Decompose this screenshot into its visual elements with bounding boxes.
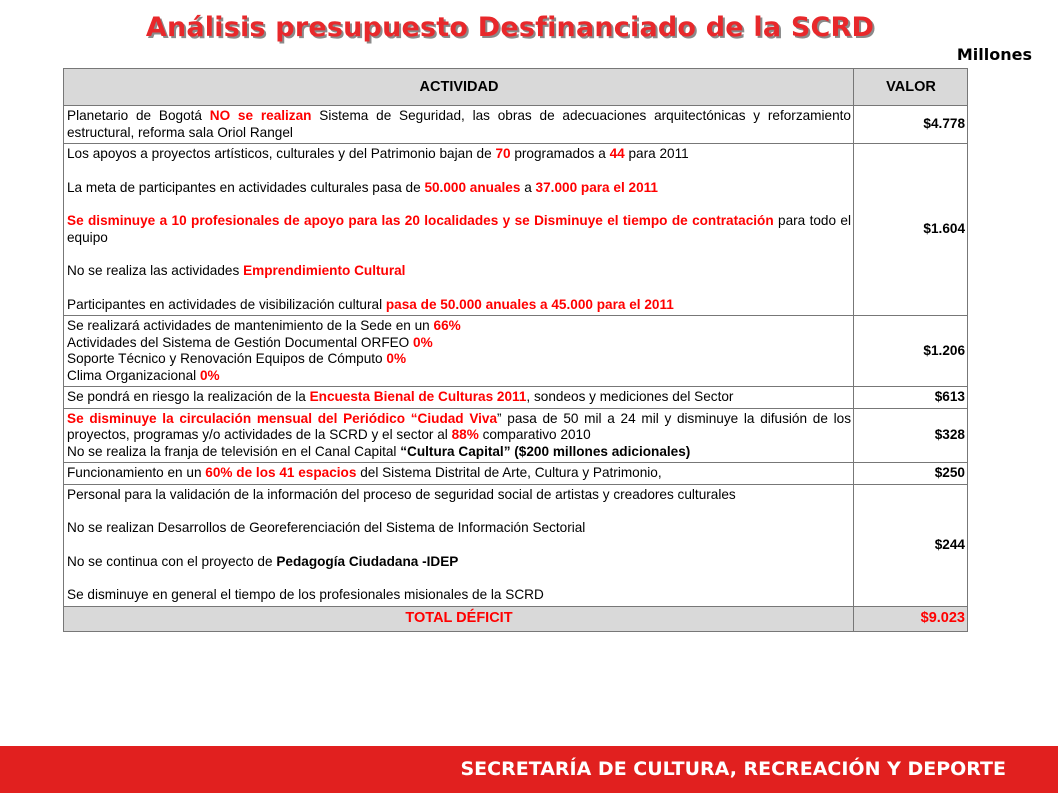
- value-cell: $1.604: [854, 144, 968, 316]
- activity-text: Actividades del Sistema de Gestión Documental ORFEO: [67, 334, 414, 350]
- table-row: [64, 387, 968, 409]
- activity-text: para todo el equipo: [67, 213, 851, 245]
- activity-text: a: [520, 179, 536, 195]
- highlight-text: Emprendimiento Cultural: [243, 263, 406, 278]
- footer-text: SECRETARÍA DE CULTURA, RECREACIÓN Y DEPORTE: [460, 758, 1006, 780]
- activity-line: [67, 180, 851, 197]
- activity-line: [67, 297, 851, 314]
- activity-text: Se pondrá en riesgo la realización de la: [67, 389, 310, 404]
- highlight-text: 88%: [451, 427, 479, 442]
- activity-line: [67, 318, 851, 335]
- table-row: [64, 144, 968, 316]
- table-row: [64, 463, 968, 485]
- units-label: Millones: [956, 45, 1032, 64]
- total-row: [64, 606, 968, 631]
- budget-table: [63, 68, 968, 632]
- activity-line: [67, 444, 851, 461]
- highlight-text: pasa de 50.000 anuales a 45.000 para el 2011: [385, 296, 674, 312]
- activity-text: Se disminuye en general el tiempo de los profesionales misionales de la SCRD: [67, 587, 544, 602]
- footer-bar: [0, 746, 1058, 793]
- activity-cell: [64, 408, 854, 463]
- page-title: Análisis presupuesto Desfinanciado de la SCRD: [145, 12, 875, 43]
- activity-line: [67, 146, 851, 163]
- value-cell: $250: [854, 463, 968, 485]
- highlight-text: 44: [609, 146, 625, 161]
- value-cell: $4.778: [854, 106, 968, 144]
- activity-line: [67, 411, 851, 444]
- activity-text: comparativo 2010: [478, 427, 591, 442]
- activity-line: [67, 389, 851, 406]
- activity-text: Se realizará actividades de mantenimiento de la Sede en un: [67, 318, 434, 333]
- activity-text: del Sistema Distrital de Arte, Cultura y Patrimonio,: [356, 465, 662, 480]
- activity-text: La meta de participantes en actividades culturales pasa de: [67, 179, 425, 195]
- highlight-text: 60% de los 41 espacios: [205, 465, 357, 480]
- table-body: [64, 106, 968, 607]
- value-cell: $1.206: [854, 316, 968, 387]
- activity-text: Pedagogía Ciudadana -IDEP: [276, 553, 459, 569]
- activity-cell: [64, 106, 854, 144]
- line-spacer: [67, 246, 851, 263]
- activity-line: [67, 108, 851, 141]
- activity-text: No se realiza las actividades: [67, 263, 244, 278]
- activity-cell: [64, 316, 854, 387]
- line-spacer: [67, 570, 851, 587]
- highlight-text: 50.000 anuales: [424, 179, 521, 195]
- activity-line: [67, 263, 851, 280]
- activity-text: Sistema de Seguridad, las obras de adecuaciones arquitectónicas y reforzamiento estructural, reforma sala Oriol Rangel: [67, 108, 851, 140]
- activity-text: , sondeos y mediciones del Sector: [526, 389, 734, 404]
- line-spacer: [67, 503, 851, 520]
- highlight-text: 66%: [433, 318, 461, 333]
- highlight-text: Se disminuye a 10 profesionales de apoyo para las 20 localidades y se Disminuye el tiempo de contratación: [67, 213, 774, 228]
- activity-line: [67, 465, 851, 482]
- activity-line: [67, 351, 851, 368]
- activity-text: Soporte Técnico y Renovación Equipos de Cómputo: [67, 351, 387, 366]
- activity-line: [67, 487, 851, 504]
- activity-text: programados a: [510, 146, 610, 161]
- highlight-text: 70: [495, 146, 511, 161]
- activity-text: para 2011: [624, 146, 689, 161]
- activity-line: [67, 335, 851, 352]
- activity-text: ” pasa de 50 mil a 24 mil y disminuye la difusión de los proyectos, programas y/o actividades de la SCRD y el sector al: [67, 410, 851, 442]
- activity-line: [67, 554, 851, 571]
- activity-text: Clima Organizacional: [67, 367, 200, 383]
- activity-cell: [64, 484, 854, 606]
- activity-text: “Cultura Capital” ($200 millones adicionales): [400, 443, 691, 459]
- line-spacer: [67, 280, 851, 297]
- table-row: [64, 484, 968, 606]
- header-activity: ACTIVIDAD: [64, 69, 854, 106]
- activity-line: [67, 368, 851, 385]
- activity-cell: [64, 463, 854, 485]
- header-value: VALOR: [854, 69, 968, 106]
- highlight-text: 0%: [199, 367, 220, 383]
- activity-text: No se continua con el proyecto de: [67, 553, 277, 569]
- highlight-text: 37.000 para el 2011: [535, 179, 658, 195]
- activity-text: Participantes en actividades de visibilización cultural: [67, 296, 386, 312]
- activity-text: Los apoyos a proyectos artísticos, culturales y del Patrimonio bajan de: [67, 146, 496, 161]
- table-row: [64, 316, 968, 387]
- activity-text: Planetario de Bogotá: [67, 108, 210, 123]
- value-cell: $613: [854, 387, 968, 409]
- table-row: [64, 106, 968, 144]
- total-label: TOTAL DÉFICIT: [64, 606, 854, 631]
- value-cell: $328: [854, 408, 968, 463]
- highlight-text: 0%: [413, 334, 433, 350]
- activity-cell: [64, 144, 854, 316]
- line-spacer: [67, 163, 851, 180]
- highlight-text: Se disminuye la circulación mensual del Periódico “Ciudad Viva: [67, 410, 498, 426]
- activity-line: [67, 520, 851, 537]
- activity-text: No se realizan Desarrollos de Georeferenciación del Sistema de Información Sectorial: [67, 520, 586, 535]
- highlight-text: Encuesta Bienal de Culturas 2011: [309, 389, 527, 404]
- activity-text: Personal para la validación de la información del proceso de seguridad social de artistas y creadores culturales: [67, 486, 736, 502]
- activity-line: [67, 587, 851, 604]
- line-spacer: [67, 537, 851, 554]
- total-value: $9.023: [854, 606, 968, 631]
- value-cell: $244: [854, 484, 968, 606]
- table-row: [64, 408, 968, 463]
- activity-line: [67, 213, 851, 246]
- activity-text: Funcionamiento en un: [67, 465, 206, 480]
- activity-cell: [64, 387, 854, 409]
- table-header-row: [64, 69, 968, 106]
- highlight-text: NO se realizan: [209, 108, 312, 123]
- highlight-text: 0%: [386, 351, 407, 366]
- line-spacer: [67, 196, 851, 213]
- activity-text: No se realiza la franja de televisión en el Canal Capital: [67, 443, 401, 459]
